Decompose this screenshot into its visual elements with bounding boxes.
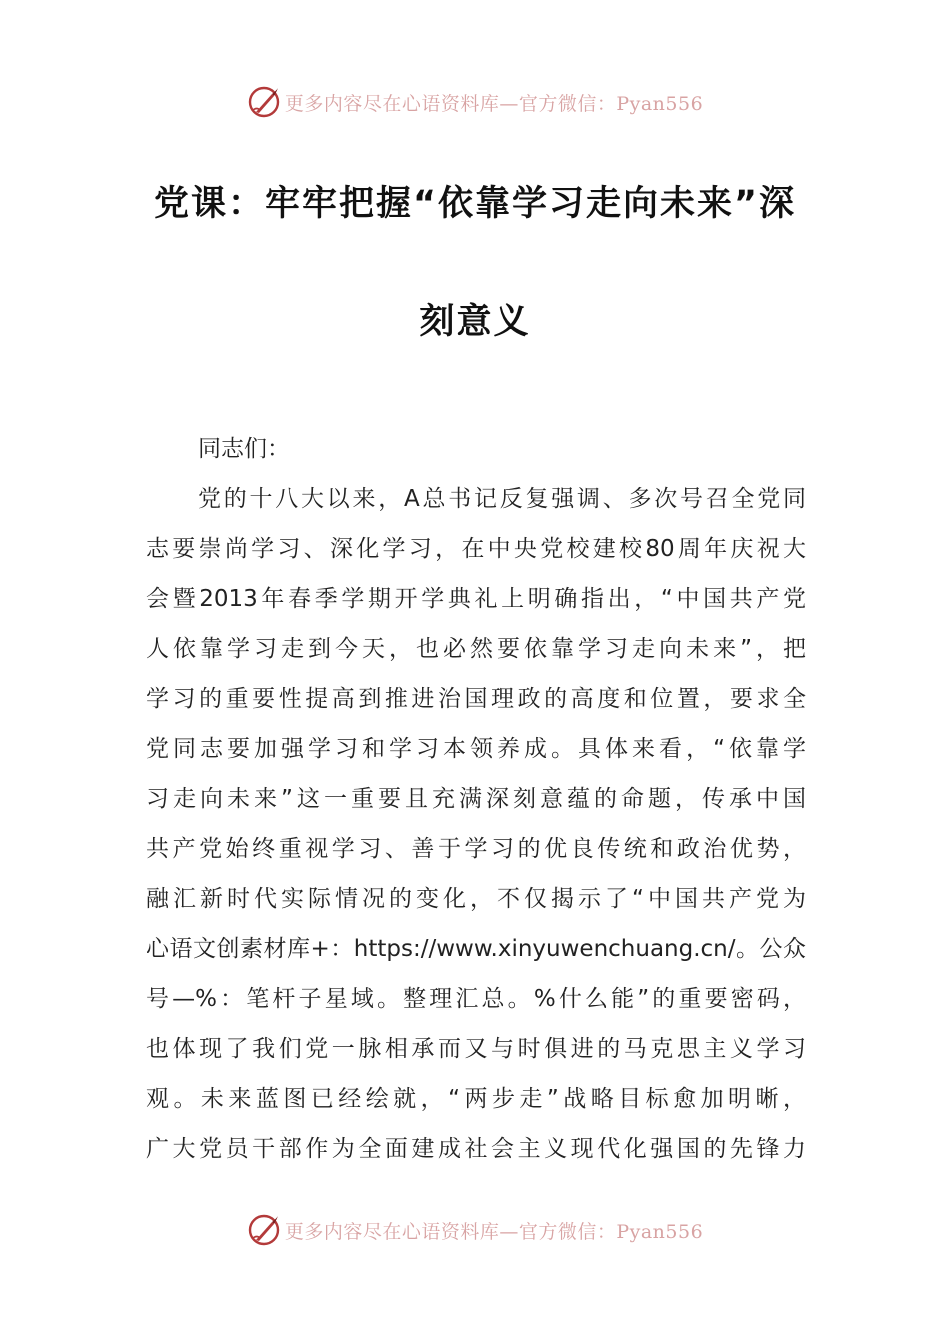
quill-pen-logo-icon bbox=[247, 85, 281, 119]
paragraph-line: 也体现了我们党一脉相承而又与时俱进的马克思主义学习 bbox=[146, 1036, 806, 1062]
paragraph-line: 观。未来蓝图已经绘就，“两步走”战略目标愈加明晰， bbox=[146, 1086, 806, 1112]
document-title-line-2: 刻意义 bbox=[419, 302, 531, 342]
paragraph-line: 共产党始终重视学习、善于学习的优良传统和政治优势， bbox=[146, 836, 806, 862]
paragraph-line: 广大党员干部作为全面建成社会主义现代化强国的先锋力 bbox=[146, 1136, 806, 1162]
paragraph-line: 志要崇尚学习、深化学习，在中央党校建校80周年庆祝大 bbox=[146, 536, 806, 562]
watermark-text: 更多内容尽在心语资料库—官方微信：Pyan556 bbox=[284, 92, 704, 115]
document-title-line-1: 党课：牢牢把握“依靠学习走向未来”深 bbox=[153, 184, 796, 224]
paragraph-line: 习走向未来”这一重要且充满深刻意蕴的命题，传承中国 bbox=[146, 786, 806, 812]
watermark-banner-top bbox=[0, 80, 950, 124]
paragraph-line: 融汇新时代实际情况的变化，不仅揭示了“中国共产党为 bbox=[146, 886, 806, 912]
greeting: 同志们： bbox=[198, 436, 290, 462]
paragraph-line: 党的十八大以来，A总书记反复强调、多次号召全党同 bbox=[198, 486, 806, 512]
paragraph-line: 学习的重要性提高到推进治国理政的高度和位置，要求全 bbox=[146, 686, 806, 712]
paragraph-line: 人依靠学习走到今天，也必然要依靠学习走向未来”，把 bbox=[146, 636, 806, 662]
paragraph-line: 会暨2013年春季学期开学典礼上明确指出，“中国共产党 bbox=[146, 586, 806, 612]
quill-pen-logo-icon bbox=[247, 1213, 281, 1247]
paragraph-line: 心语文创素材库+：https://www.xinyuwenchuang.cn/。公众 bbox=[146, 936, 806, 962]
paragraph-line: 号—%：笔杆子星域。整理汇总。%什么能”的重要密码， bbox=[146, 986, 806, 1012]
watermark-text: 更多内容尽在心语资料库—官方微信：Pyan556 bbox=[284, 1220, 704, 1243]
paragraph-line: 党同志要加强学习和学习本领养成。具体来看，“依靠学 bbox=[146, 736, 806, 762]
watermark-banner-bottom bbox=[0, 1208, 950, 1252]
